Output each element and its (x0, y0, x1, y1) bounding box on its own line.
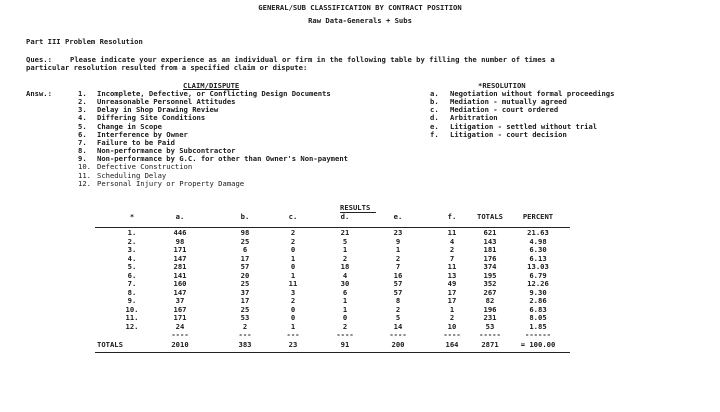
table-cell: 16 (393, 270, 403, 280)
table-cell: 2 (449, 245, 455, 254)
table-cell: 1 (395, 245, 401, 254)
totals-cell: 164 (445, 340, 459, 349)
claim-number: 5. (78, 121, 87, 131)
claim-number: 9. (78, 154, 87, 164)
question-line-2: particular resolution resulted from a specified claim or dispute: (26, 63, 308, 72)
table-cell: 1 (342, 245, 348, 254)
row-label: 10. (125, 304, 139, 314)
table-cell: 7 (395, 262, 401, 271)
table-cell: 2 (449, 313, 455, 322)
claim-text: Unreasonable Personnel Attitudes (97, 97, 236, 107)
table-cell: 8 (395, 296, 401, 305)
row-label: 5. (127, 262, 137, 271)
table-cell: 11 (447, 228, 457, 237)
column-header: c. (288, 212, 298, 221)
row-label: 6. (127, 270, 137, 280)
table-cell: 3 (290, 287, 296, 297)
table-cell: 37 (175, 296, 185, 305)
claim-text: Scheduling Delay (97, 170, 167, 180)
table-cell: 147 (173, 287, 187, 297)
table-cell: 6 (342, 287, 348, 297)
table-cell: 281 (173, 262, 187, 271)
row-label: 2. (127, 236, 137, 246)
resolution-letter: f. (430, 129, 439, 139)
table-cell: 21.63 (527, 228, 549, 237)
table-cell: 82 (485, 296, 495, 305)
resolutions-heading: *RESOLUTION (478, 81, 526, 90)
claim-number: 11. (78, 170, 91, 180)
row-label: 3. (127, 245, 137, 254)
table-cell: 49 (447, 279, 457, 288)
table-cell: 352 (483, 279, 497, 288)
table-cell: 267 (483, 287, 497, 297)
table-cell: 1 (342, 304, 348, 314)
table-cell: 17 (447, 296, 457, 305)
table-cell: 2 (290, 236, 296, 246)
column-header: * (129, 212, 135, 221)
table-cell: 10 (447, 321, 457, 331)
table-cell: 6 (242, 245, 248, 254)
document-title: GENERAL/SUB CLASSIFICATION BY CONTRACT POSITION (258, 3, 462, 12)
totals-cell: 2871 (481, 340, 499, 349)
claim-text: Failure to be Paid (97, 137, 175, 147)
table-cell: 30 (340, 279, 350, 288)
table-cell: 195 (483, 270, 497, 280)
total-separator: ---- (171, 330, 189, 339)
claim-number: 8. (78, 146, 87, 156)
claim-text: Non-performance by Subcontractor (97, 146, 236, 156)
table-cell: 1 (290, 321, 296, 331)
column-header: b. (240, 212, 250, 221)
claims-heading: CLAIM/DISPUTE (183, 81, 240, 90)
table-cell: 2 (290, 228, 296, 237)
row-label: 8. (127, 287, 137, 297)
table-cell: 374 (483, 262, 497, 271)
table-cell: 53 (485, 321, 495, 331)
table-cell: 98 (240, 228, 250, 237)
question-label: Ques.: (26, 55, 52, 64)
table-cell: 12.26 (527, 279, 549, 288)
claim-text: Change in Scope (97, 121, 162, 131)
row-label: 12. (125, 321, 139, 331)
table-cell: 176 (483, 253, 497, 263)
table-cell: 2 (242, 321, 248, 331)
table-cell: 23 (393, 228, 403, 237)
table-cell: 9 (395, 236, 401, 246)
table-cell: 621 (483, 228, 497, 237)
resolution-text: Mediation - mutually agreed (450, 97, 567, 107)
results-label: RESULTS (340, 203, 371, 212)
table-cell: 1 (290, 270, 296, 280)
table-cell: 1 (290, 253, 296, 263)
resolution-letter: e. (430, 121, 439, 131)
total-separator: ---- (336, 330, 354, 339)
claim-text: Non-performance by G.C. for other than Owner's Non-payment (97, 154, 348, 164)
claim-text: Incomplete, Defective, or Conflicting Design Documents (97, 89, 331, 98)
table-cell: 25 (240, 304, 250, 314)
table-cell: 53 (240, 313, 250, 322)
table-cell: 13 (447, 270, 457, 280)
totals-cell: 23 (288, 340, 298, 349)
table-cell: 9.30 (529, 287, 547, 297)
document-subtitle: Raw Data-Generals + Subs (308, 16, 412, 25)
table-cell: 2 (395, 304, 401, 314)
table-cell: 167 (173, 304, 187, 314)
claim-number: 7. (78, 137, 87, 147)
total-separator: ------ (525, 330, 551, 339)
table-cell: 196 (483, 304, 497, 314)
claim-number: 6. (78, 129, 87, 139)
row-label: 9. (127, 296, 137, 305)
table-cell: 2 (395, 253, 401, 263)
table-cell: 4 (342, 270, 348, 280)
claim-number: 1. (78, 89, 87, 98)
table-cell: 1.85 (529, 321, 547, 331)
row-label: 4. (127, 253, 137, 263)
totals-cell: 2010 (171, 340, 189, 349)
table-cell: 24 (175, 321, 185, 331)
total-separator: ----- (479, 330, 501, 339)
table-cell: 25 (240, 279, 250, 288)
total-separator: ---- (389, 330, 407, 339)
column-header: TOTALS (477, 212, 503, 221)
row-label: 11. (125, 313, 139, 322)
table-cell: 0 (290, 262, 296, 271)
column-header: PERCENT (522, 212, 554, 221)
table-bottom-rule (95, 352, 570, 353)
table-cell: 0 (290, 313, 296, 322)
table-cell: 6.83 (529, 304, 547, 314)
totals-cell: 91 (340, 340, 350, 349)
resolution-letter: c. (430, 105, 439, 115)
table-cell: 2 (342, 253, 348, 263)
table-cell: 21 (340, 228, 350, 237)
table-cell: 37 (240, 287, 250, 297)
claim-number: 4. (78, 113, 87, 123)
total-separator: ---- (443, 330, 461, 339)
table-cell: 17 (240, 253, 250, 263)
table-cell: 1 (342, 296, 348, 305)
claim-number: 12. (78, 178, 91, 188)
table-cell: 5 (395, 313, 401, 322)
resolution-text: Negotiation without formal proceedings (450, 89, 615, 98)
table-cell: 4.98 (529, 236, 547, 246)
part-heading: Part III Problem Resolution (26, 37, 143, 46)
table-cell: 2 (290, 296, 296, 305)
resolution-text: Arbitration (450, 113, 498, 123)
claim-text: Differing Site Conditions (97, 113, 206, 123)
table-cell: 6.13 (529, 253, 547, 263)
table-cell: 160 (173, 279, 187, 288)
table-cell: 0 (290, 245, 296, 254)
column-header: f. (447, 212, 457, 221)
claim-text: Personal Injury or Property Damage (97, 178, 245, 188)
table-cell: 17 (240, 296, 250, 305)
claim-number: 3. (78, 105, 87, 115)
resolution-letter: b. (430, 97, 439, 107)
table-cell: 0 (290, 304, 296, 314)
totals-cell: 200 (391, 340, 405, 349)
claim-text: Interference by Owner (97, 129, 188, 139)
row-label: 7. (127, 279, 137, 288)
table-cell: 6.79 (529, 270, 547, 280)
table-cell: 11 (288, 279, 298, 288)
totals-label: TOTALS (97, 340, 123, 349)
table-cell: 11 (447, 262, 457, 271)
totals-cell: = 100.00 (520, 340, 556, 349)
table-cell: 1 (449, 304, 455, 314)
table-cell: 57 (393, 279, 403, 288)
resolution-text: Litigation - court decision (450, 129, 567, 139)
claim-number: 10. (78, 162, 91, 172)
table-cell: 98 (175, 236, 185, 246)
table-cell: 14 (393, 321, 403, 331)
total-separator: --- (286, 330, 300, 339)
table-cell: 7 (449, 253, 455, 263)
row-label: 1. (127, 228, 137, 237)
table-cell: 147 (173, 253, 187, 263)
resolution-text: Litigation - settled without trial (450, 121, 598, 131)
table-cell: 171 (173, 313, 187, 322)
resolution-letter: d. (430, 113, 439, 123)
table-cell: 231 (483, 313, 497, 322)
totals-cell: 383 (238, 340, 252, 349)
resolution-text: Mediation - court ordered (450, 105, 559, 115)
table-cell: 171 (173, 245, 187, 254)
table-cell: 181 (483, 245, 497, 254)
table-cell: 25 (240, 236, 250, 246)
resolution-letter: a. (430, 89, 439, 98)
table-cell: 57 (240, 262, 250, 271)
table-cell: 143 (483, 236, 497, 246)
table-cell: 57 (393, 287, 403, 297)
table-cell: 13.03 (527, 262, 549, 271)
table-cell: 6.30 (529, 245, 547, 254)
table-cell: 20 (240, 270, 250, 280)
table-cell: 18 (340, 262, 350, 271)
question-line-1: Please indicate your experience as an individual or firm in the following table by filling the number of times a (70, 55, 555, 64)
table-cell: 2 (342, 321, 348, 331)
total-separator: --- (238, 330, 252, 339)
table-cell: 141 (173, 270, 187, 280)
table-cell: 4 (449, 236, 455, 246)
column-header: a. (175, 212, 185, 221)
table-cell: 8.05 (529, 313, 547, 322)
column-header: d. (340, 212, 350, 221)
claim-text: Defective Construction (97, 162, 193, 172)
answer-label: Answ.: (26, 89, 52, 98)
table-cell: 446 (173, 228, 187, 237)
table-cell: 2.86 (529, 296, 547, 305)
table-header-rule (95, 227, 570, 228)
claim-text: Delay in Shop Drawing Review (97, 105, 219, 115)
claim-number: 2. (78, 97, 87, 107)
table-cell: 17 (447, 287, 457, 297)
column-header: e. (393, 212, 403, 221)
table-cell: 0 (342, 313, 348, 322)
table-cell: 5 (342, 236, 348, 246)
